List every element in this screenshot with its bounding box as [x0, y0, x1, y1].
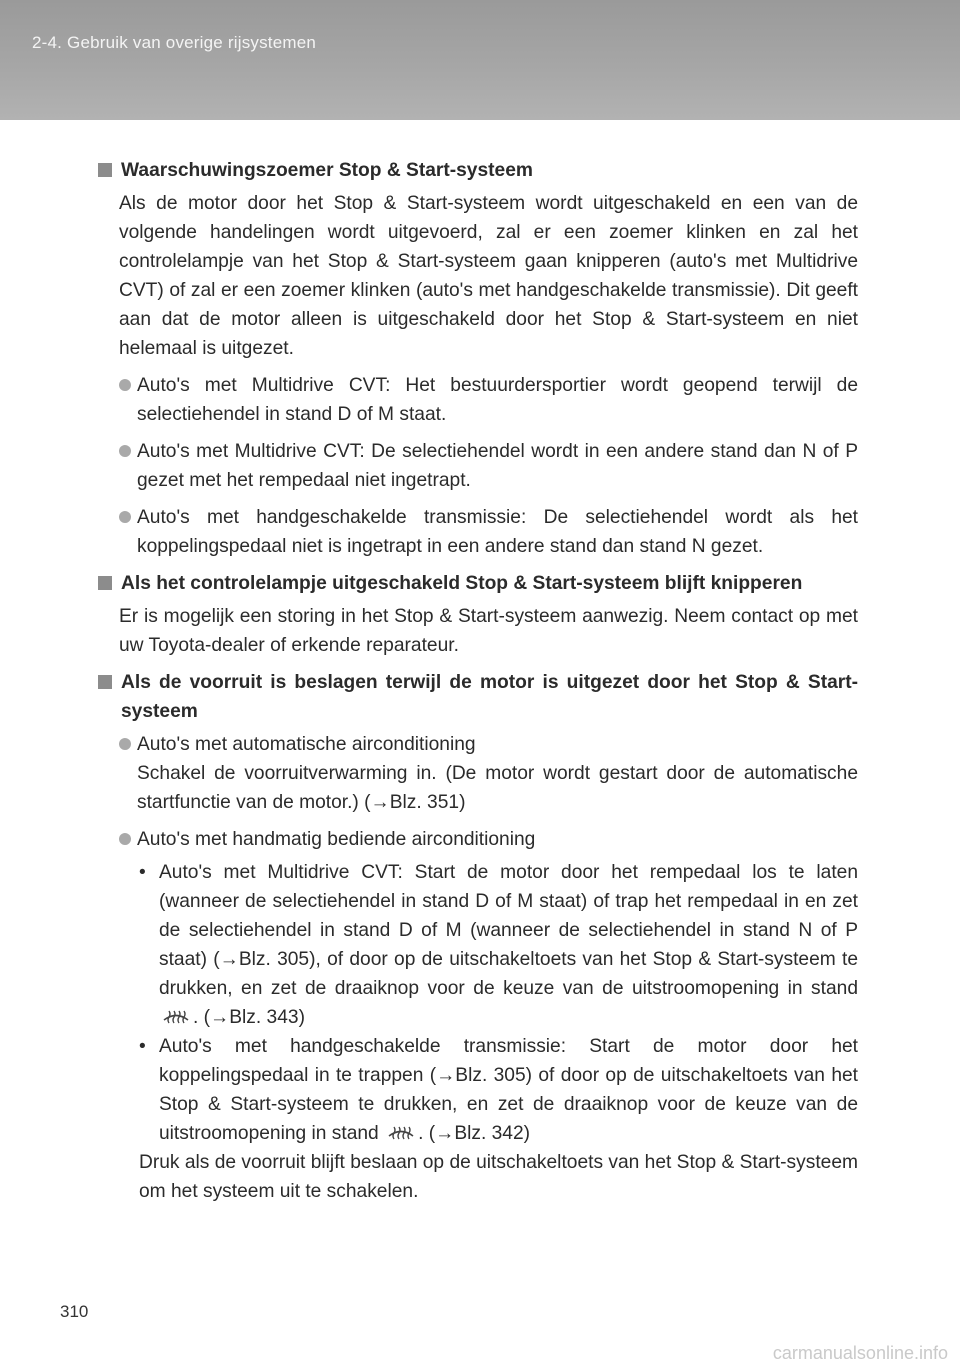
section-heading-text: Waarschuwingszoemer Stop & Start-systeem	[121, 160, 533, 181]
list-item	[119, 730, 858, 817]
sub-item-reference: . (→Blz. 342)	[418, 1123, 531, 1144]
list-item-text: Auto's met Multidrive CVT: Het bestuurdersportier wordt geopend terwijl de selectiehendel in stand D of M staat.	[137, 375, 858, 425]
section-heading-text: Als de voorruit is beslagen terwijl de motor is uitgezet door het Stop & Start-systeem	[121, 672, 858, 722]
list-item	[119, 825, 858, 854]
section-heading	[98, 668, 858, 726]
list-item	[119, 437, 858, 495]
circle-bullet-icon	[119, 738, 131, 750]
watermark: carmanualsonline.info	[772, 1343, 948, 1363]
page-header-band	[0, 0, 960, 120]
sub-list-item-text	[159, 1032, 858, 1148]
list-item-text: Auto's met Multidrive CVT: De selectiehendel wordt in een andere stand dan N of P gezet met het rempedaal niet ingetrapt.	[137, 441, 858, 491]
closing-paragraph: Druk als de voorruit blijft beslaan op de uitschakeltoets van het Stop & Start-systeem om het systeem uit te schakelen.	[139, 1152, 858, 1202]
list-item-title: Auto's met handmatig bediende airconditioning	[137, 829, 536, 850]
windshield-defroster-icon	[386, 1121, 416, 1143]
list-item-text: Auto's met handgeschakelde transmissie: De selectiehendel wordt als het koppelingspedaal niet is ingetrapt in een andere stand dan stand N gezet.	[137, 507, 858, 557]
list-item-title: Auto's met automatische airconditioning	[137, 734, 476, 755]
section-heading	[98, 156, 858, 185]
sub-item-body: Auto's met handgeschakelde transmissie: Start de motor door het koppelingspedaal in te trappen (→Blz. 305) of door op de uitschakeltoets van het Stop & Start-systeem te drukken, en zet de draaiknop voor de keuze van de uitstroomopening in stand	[159, 1036, 858, 1144]
section-paragraph: Als de motor door het Stop & Start-systeem wordt uitgeschakeld en een van de volgende handelingen wordt uitgevoerd, zal er een zoemer klinken en zal het controlelampje van het Stop & Start-systeem gaan knipperen (auto's met Multidrive CVT) of zal er een zoemer klinken (auto's met handgeschakelde transmissie). Dit geeft aan dat de motor alleen is uitgeschakeld door het Stop & Start-systeem en niet helemaal is uitgezet.	[119, 193, 858, 359]
circle-bullet-icon	[119, 445, 131, 457]
sub-item-reference: . (→Blz. 343)	[193, 1007, 305, 1028]
sub-list-item	[139, 858, 858, 1032]
section-heading	[98, 569, 858, 598]
sub-list	[139, 858, 858, 1148]
windshield-defroster-icon	[161, 1005, 191, 1027]
list-item-text	[137, 730, 858, 817]
chapter-title: 2-4. Gebruik van overige rijsystemen	[32, 33, 317, 52]
circle-bullet-icon	[119, 833, 131, 845]
square-bullet-icon	[98, 163, 112, 177]
circle-bullet-icon	[119, 511, 131, 523]
section-paragraph: Er is mogelijk een storing in het Stop & Start-systeem aanwezig. Neem contact op met uw Toyota-dealer of erkende reparateur.	[119, 606, 858, 656]
sub-item-body: Auto's met Multidrive CVT: Start de motor door het rempedaal los te laten (wanneer de selectiehendel in stand D of M staat) of trap het rempedaal in en zet de selectiehendel in stand D of M (wanneer de selectiehendel in stand N of P staat) (→Blz. 305), of door op de uitschakeltoets van het Stop & Start-systeem te drukken, en zet de draaiknop voor de keuze van de uitstroomopening in stand	[159, 862, 858, 999]
sub-list-item	[139, 1032, 858, 1148]
sub-list-item-text	[159, 858, 858, 1032]
square-bullet-icon	[98, 576, 112, 590]
square-bullet-icon	[98, 675, 112, 689]
section-heading-text: Als het controlelampje uitgeschakeld Stop & Start-systeem blijft knipperen	[121, 573, 803, 594]
page-content	[98, 156, 858, 1206]
page-number: 310	[60, 1302, 89, 1321]
list-item-body: Schakel de voorruitverwarming in. (De motor wordt gestart door de automatische startfunctie van de motor.) (→Blz. 351)	[137, 763, 858, 813]
sub-bullet-marker: •	[139, 862, 146, 883]
sub-bullet-marker: •	[139, 1036, 146, 1057]
list-item	[119, 503, 858, 561]
circle-bullet-icon	[119, 379, 131, 391]
list-item	[119, 371, 858, 429]
